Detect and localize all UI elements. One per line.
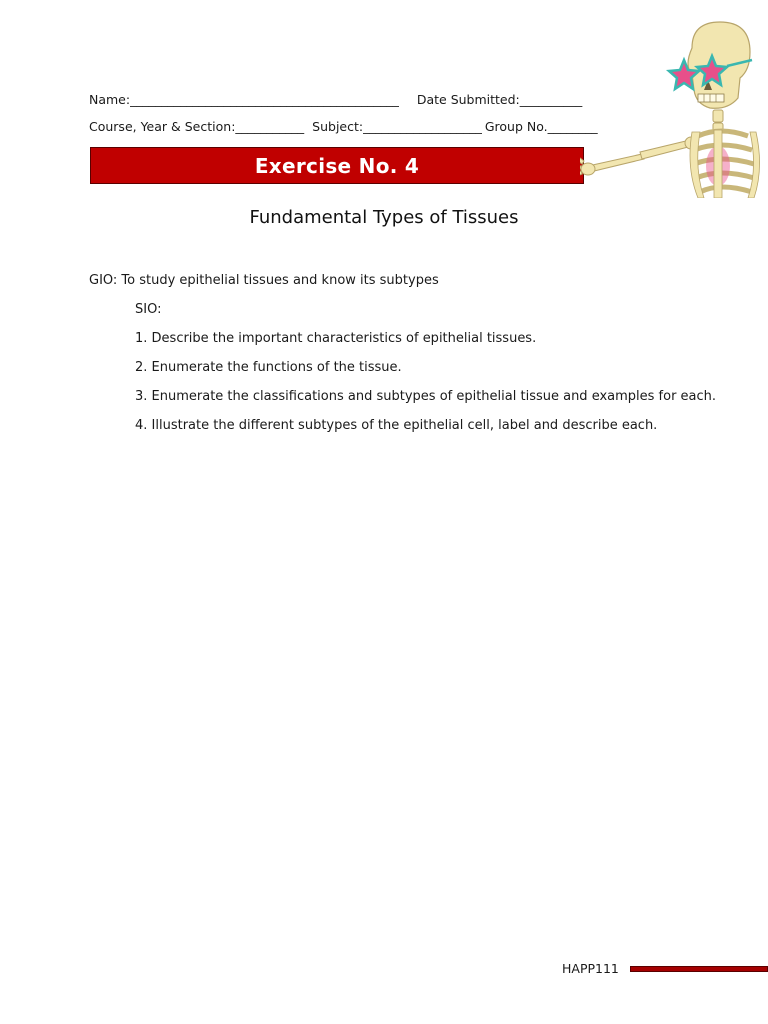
list-item: 2. Enumerate the functions of the tissue. bbox=[135, 360, 402, 375]
course-field[interactable]: ___________ bbox=[235, 119, 305, 134]
group-label: Group No. bbox=[484, 119, 548, 134]
group-field[interactable]: ________ bbox=[547, 119, 598, 134]
skeleton-mascot-icon bbox=[580, 18, 768, 198]
date-submitted-label: Date Submitted: bbox=[416, 92, 520, 107]
subject-field[interactable]: ___________________ bbox=[363, 119, 482, 134]
list-item: 1. Describe the important characteristics of epithelial tissues. bbox=[135, 331, 537, 346]
course-label: Course, Year & Section: bbox=[89, 119, 236, 134]
sio-label: SIO: bbox=[135, 302, 162, 317]
name-field[interactable]: ___________________________________________ bbox=[130, 92, 399, 107]
sio-list bbox=[135, 302, 716, 447]
exercise-banner bbox=[90, 147, 584, 184]
subject-label: Subject: bbox=[312, 119, 364, 134]
name-date-row bbox=[89, 92, 582, 108]
list-item: 3. Enumerate the classifications and subtypes of epithelial tissue and examples for each. bbox=[135, 389, 717, 404]
list-item: 4. Illustrate the different subtypes of the epithelial cell, label and describe each. bbox=[135, 418, 658, 433]
course-subject-group-row bbox=[89, 119, 598, 135]
gio-text: GIO: To study epithelial tissues and know its subtypes bbox=[89, 273, 439, 288]
page-title: Fundamental Types of Tissues bbox=[249, 207, 519, 228]
exercise-number: Exercise No. 4 bbox=[254, 153, 420, 178]
name-label: Name: bbox=[89, 92, 131, 107]
date-submitted-field[interactable]: __________ bbox=[519, 92, 583, 107]
footer-bar bbox=[630, 966, 768, 972]
course-code: HAPP111 bbox=[562, 961, 619, 976]
